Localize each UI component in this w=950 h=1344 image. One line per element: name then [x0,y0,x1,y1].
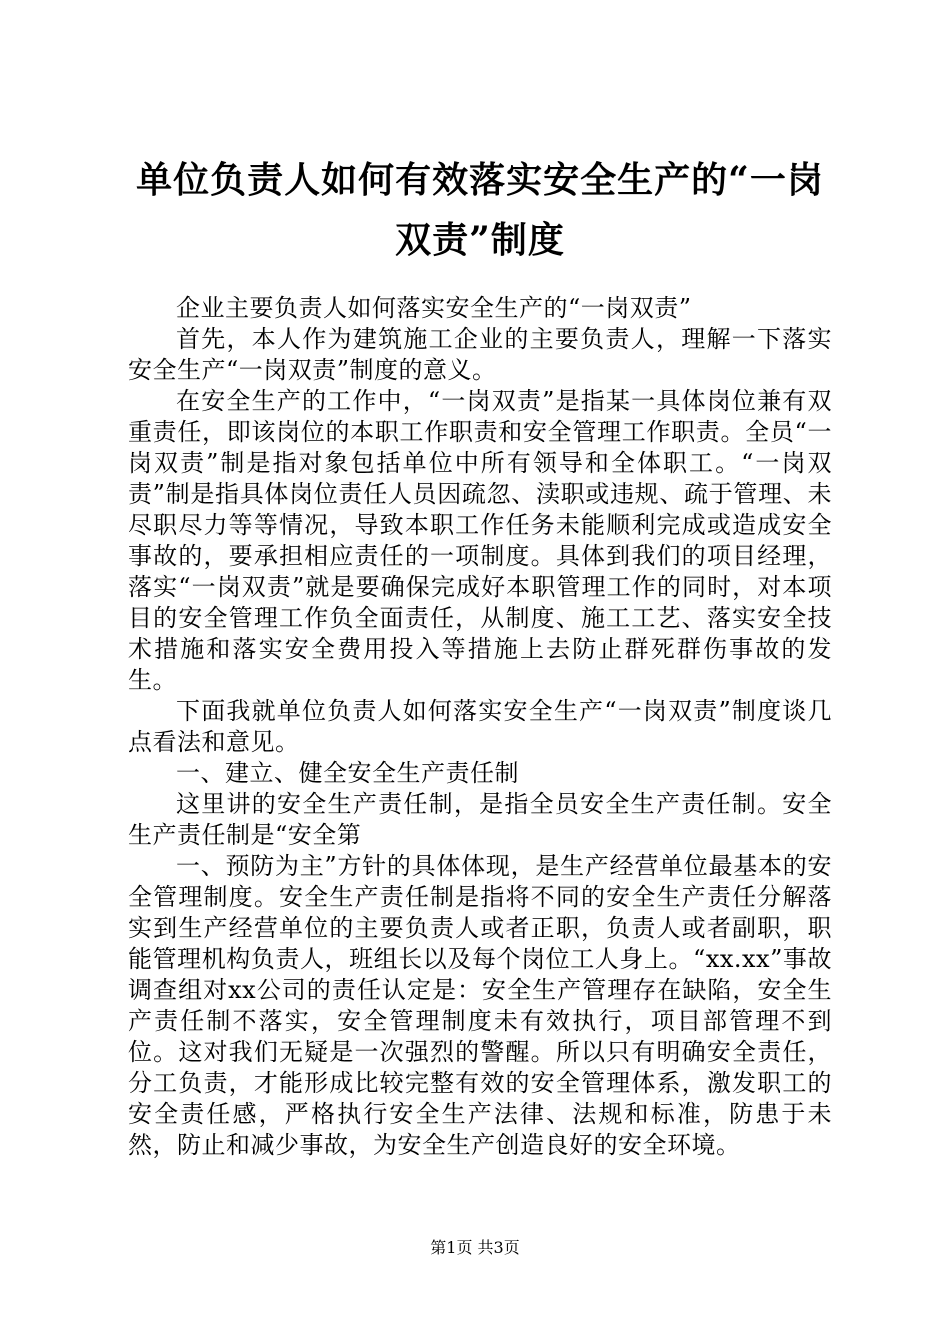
paragraph-5: 这里讲的安全生产责任制，是指全员安全生产责任制。安全生产责任制是“安全第 [128,790,832,849]
page-footer: 第1页 共3页 [430,1238,520,1257]
paragraph-6: 一、预防为主”方针的具体体现，是生产经营单位最基本的安全管理制度。安全生产责任制是指将不同的安全生产责任分解落实到生产经营单位的主要负责人或者正职，负责人或者副职，职能管理机构负责人，班组长以及每个岗位工人身上。“xx.xx”事故调查组对xx公司的责任认定是：安全生产管理存在缺陷，安全生产责任制不落实，安全管理制度未有效执行，项目部管理不到位。这对我们无疑是一次强烈的警醒。所以只有明确安全责任，分工负责，才能形成比较完整有效的安全管理体系，激发职工的安全责任感，严格执行安全生产法律、法规和标准，防患于未然，防止和减少事故，为安全生产创造良好的安全环境。 [128,852,832,1159]
paragraph-4: 下面我就单位负责人如何落实安全生产“一岗双责”制度谈几点看法和意见。 [128,697,832,756]
section-heading-1: 一、建立、健全安全生产责任制 [176,759,519,787]
paragraph-2: 首先，本人作为建筑施工企业的主要负责人，理解一下落实安全生产“一岗双责”制度的意义。 [128,325,832,384]
document-title: 单位负责人如何有效落实安全生产的“一岗双责”制度 [136,159,824,261]
paragraph-1: 企业主要负责人如何落实安全生产的“一岗双责” [176,294,692,322]
paragraph-3: 在安全生产的工作中，“一岗双责”是指某一具体岗位兼有双重责任，即该岗位的本职工作职责和安全管理工作职责。全员“一岗双责”制是指对象包括单位中所有领导和全体职工。“一岗双责”制是指具体岗位责任人员因疏忽、渎职或违规、疏于管理、未尽职尽力等等情况，导致本职工作任务未能顺利完成或造成安全事故的，要承担相应责任的一项制度。具体到我们的项目经理，落实“一岗双责”就是要确保完成好本职管理工作的同时，对本项目的安全管理工作负全面责任，从制度、施工工艺、落实安全技术措施和落实安全费用投入等措施上去防止群死群伤事故的发生。 [128,387,832,694]
document-body [128,293,832,1161]
